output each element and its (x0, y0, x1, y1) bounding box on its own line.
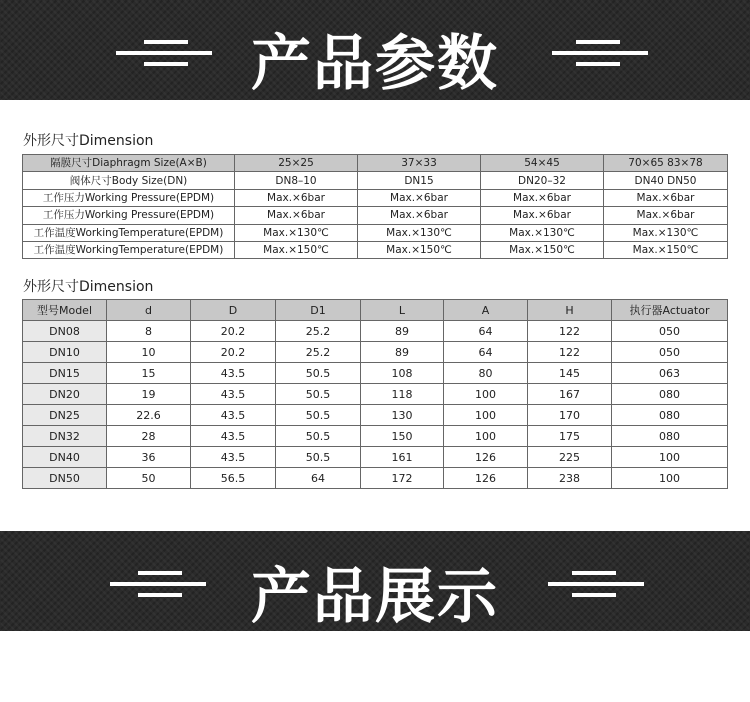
table-cell: Max.×6bar (235, 189, 358, 206)
table-cell: 100 (612, 468, 728, 489)
row-header-cell: DN32 (23, 426, 107, 447)
table-cell: 150 (361, 426, 444, 447)
table-row (23, 224, 728, 241)
header-cell: 25×25 (235, 155, 358, 172)
table-cell: 43.5 (191, 363, 276, 384)
table-row (23, 426, 728, 447)
table-cell: 130 (361, 405, 444, 426)
table-row (23, 384, 728, 405)
table-cell: 172 (361, 468, 444, 489)
banner-title: 产品参数 (251, 29, 499, 99)
table-cell: Max.×130℃ (235, 224, 358, 241)
table-cell: 43.5 (191, 426, 276, 447)
table-cell: 56.5 (191, 468, 276, 489)
table-cell: 80 (444, 363, 528, 384)
table-cell: Max.×6bar (481, 189, 604, 206)
table-cell: 118 (361, 384, 444, 405)
table-cell: 170 (528, 405, 612, 426)
table-cell: 100 (444, 384, 528, 405)
table-cell: 15 (107, 363, 191, 384)
table-cell: 175 (528, 426, 612, 447)
header-cell: d (107, 300, 191, 321)
table-cell: Max.×130℃ (358, 224, 481, 241)
table-cell: Max.×6bar (481, 207, 604, 224)
table-cell: 126 (444, 468, 528, 489)
table-cell: 063 (612, 363, 728, 384)
table-cell: 43.5 (191, 405, 276, 426)
table-cell: DN15 (358, 172, 481, 189)
table-cell: Max.×150℃ (358, 241, 481, 258)
table-cell: 238 (528, 468, 612, 489)
row-header-cell: 工作压力Working Pressure(EPDM) (23, 207, 235, 224)
table-cell: 080 (612, 426, 728, 447)
table-cell: Max.×6bar (604, 189, 728, 206)
table-cell: 50.5 (276, 405, 361, 426)
table-cell: Max.×6bar (358, 207, 481, 224)
table-header-row (23, 155, 728, 172)
table-cell: 080 (612, 405, 728, 426)
table-row (23, 207, 728, 224)
row-header-cell: 工作压力Working Pressure(EPDM) (23, 189, 235, 206)
section-title-dimension-1: 外形尺寸Dimension (23, 133, 154, 149)
decorative-lines-right (552, 38, 648, 68)
table-cell: 20.2 (191, 321, 276, 342)
model-dimension-table (22, 299, 728, 489)
table-cell: 108 (361, 363, 444, 384)
row-header-cell: DN08 (23, 321, 107, 342)
diaphragm-spec-table (22, 154, 728, 259)
table-row (23, 241, 728, 258)
table-cell: 080 (612, 384, 728, 405)
table-cell: 20.2 (191, 342, 276, 363)
table-row (23, 447, 728, 468)
row-header-cell: 工作温度WorkingTemperature(EPDM) (23, 224, 235, 241)
table-row (23, 321, 728, 342)
header-cell: 37×33 (358, 155, 481, 172)
table-cell: 167 (528, 384, 612, 405)
table-cell: 8 (107, 321, 191, 342)
header-cell: A (444, 300, 528, 321)
table-cell: 126 (444, 447, 528, 468)
table-row (23, 342, 728, 363)
bottom-banner (0, 531, 750, 631)
table-cell: 25.2 (276, 342, 361, 363)
table-cell: 50.5 (276, 447, 361, 468)
table-cell: 050 (612, 342, 728, 363)
table-cell: 122 (528, 321, 612, 342)
decorative-lines-right (548, 569, 644, 599)
header-cell: 型号Model (23, 300, 107, 321)
table-cell: 100 (444, 405, 528, 426)
table-row (23, 363, 728, 384)
table-cell: 36 (107, 447, 191, 468)
table-cell: 64 (444, 342, 528, 363)
header-cell: H (528, 300, 612, 321)
row-header-cell: DN25 (23, 405, 107, 426)
row-header-cell: DN40 (23, 447, 107, 468)
table-cell: 50.5 (276, 426, 361, 447)
table-cell: Max.×130℃ (604, 224, 728, 241)
table-cell: Max.×150℃ (235, 241, 358, 258)
table-cell: 225 (528, 447, 612, 468)
table-cell: Max.×150℃ (481, 241, 604, 258)
banner-title: 产品展示 (251, 562, 499, 632)
table-row (23, 172, 728, 189)
table-cell: 43.5 (191, 384, 276, 405)
table-cell: 161 (361, 447, 444, 468)
table-cell: 64 (444, 321, 528, 342)
table-cell: Max.×130℃ (481, 224, 604, 241)
table-header-row (23, 300, 728, 321)
section-title-dimension-2: 外形尺寸Dimension (23, 279, 154, 295)
table-cell: 22.6 (107, 405, 191, 426)
table-cell: DN8–10 (235, 172, 358, 189)
row-header-cell: DN15 (23, 363, 107, 384)
header-cell: D (191, 300, 276, 321)
row-header-cell: DN20 (23, 384, 107, 405)
table-cell: 145 (528, 363, 612, 384)
table-cell: DN20–32 (481, 172, 604, 189)
table-row (23, 468, 728, 489)
table-cell: DN40 DN50 (604, 172, 728, 189)
row-header-cell: 阀体尺寸Body Size(DN) (23, 172, 235, 189)
header-cell: D1 (276, 300, 361, 321)
table-row (23, 405, 728, 426)
header-cell: 54×45 (481, 155, 604, 172)
table-cell: Max.×150℃ (604, 241, 728, 258)
header-cell: L (361, 300, 444, 321)
row-header-cell: DN50 (23, 468, 107, 489)
table-cell: 89 (361, 321, 444, 342)
row-header-cell: DN10 (23, 342, 107, 363)
table-cell: Max.×6bar (604, 207, 728, 224)
table-cell: 19 (107, 384, 191, 405)
table-cell: 100 (444, 426, 528, 447)
table-cell: 122 (528, 342, 612, 363)
header-cell: 70×65 83×78 (604, 155, 728, 172)
top-banner (0, 0, 750, 100)
table-cell: 25.2 (276, 321, 361, 342)
table-cell: 43.5 (191, 447, 276, 468)
table-row (23, 189, 728, 206)
header-cell: 执行器Actuator (612, 300, 728, 321)
table-cell: 28 (107, 426, 191, 447)
row-header-cell: 工作温度WorkingTemperature(EPDM) (23, 241, 235, 258)
table-cell: 50 (107, 468, 191, 489)
table-cell: 10 (107, 342, 191, 363)
table-cell: 050 (612, 321, 728, 342)
table-cell: 100 (612, 447, 728, 468)
table-cell: 89 (361, 342, 444, 363)
table-cell: 50.5 (276, 384, 361, 405)
table-cell: Max.×6bar (235, 207, 358, 224)
table-cell: 50.5 (276, 363, 361, 384)
table-cell: 64 (276, 468, 361, 489)
header-cell: 隔膜尺寸Diaphragm Size(A×B) (23, 155, 235, 172)
table-cell: Max.×6bar (358, 189, 481, 206)
